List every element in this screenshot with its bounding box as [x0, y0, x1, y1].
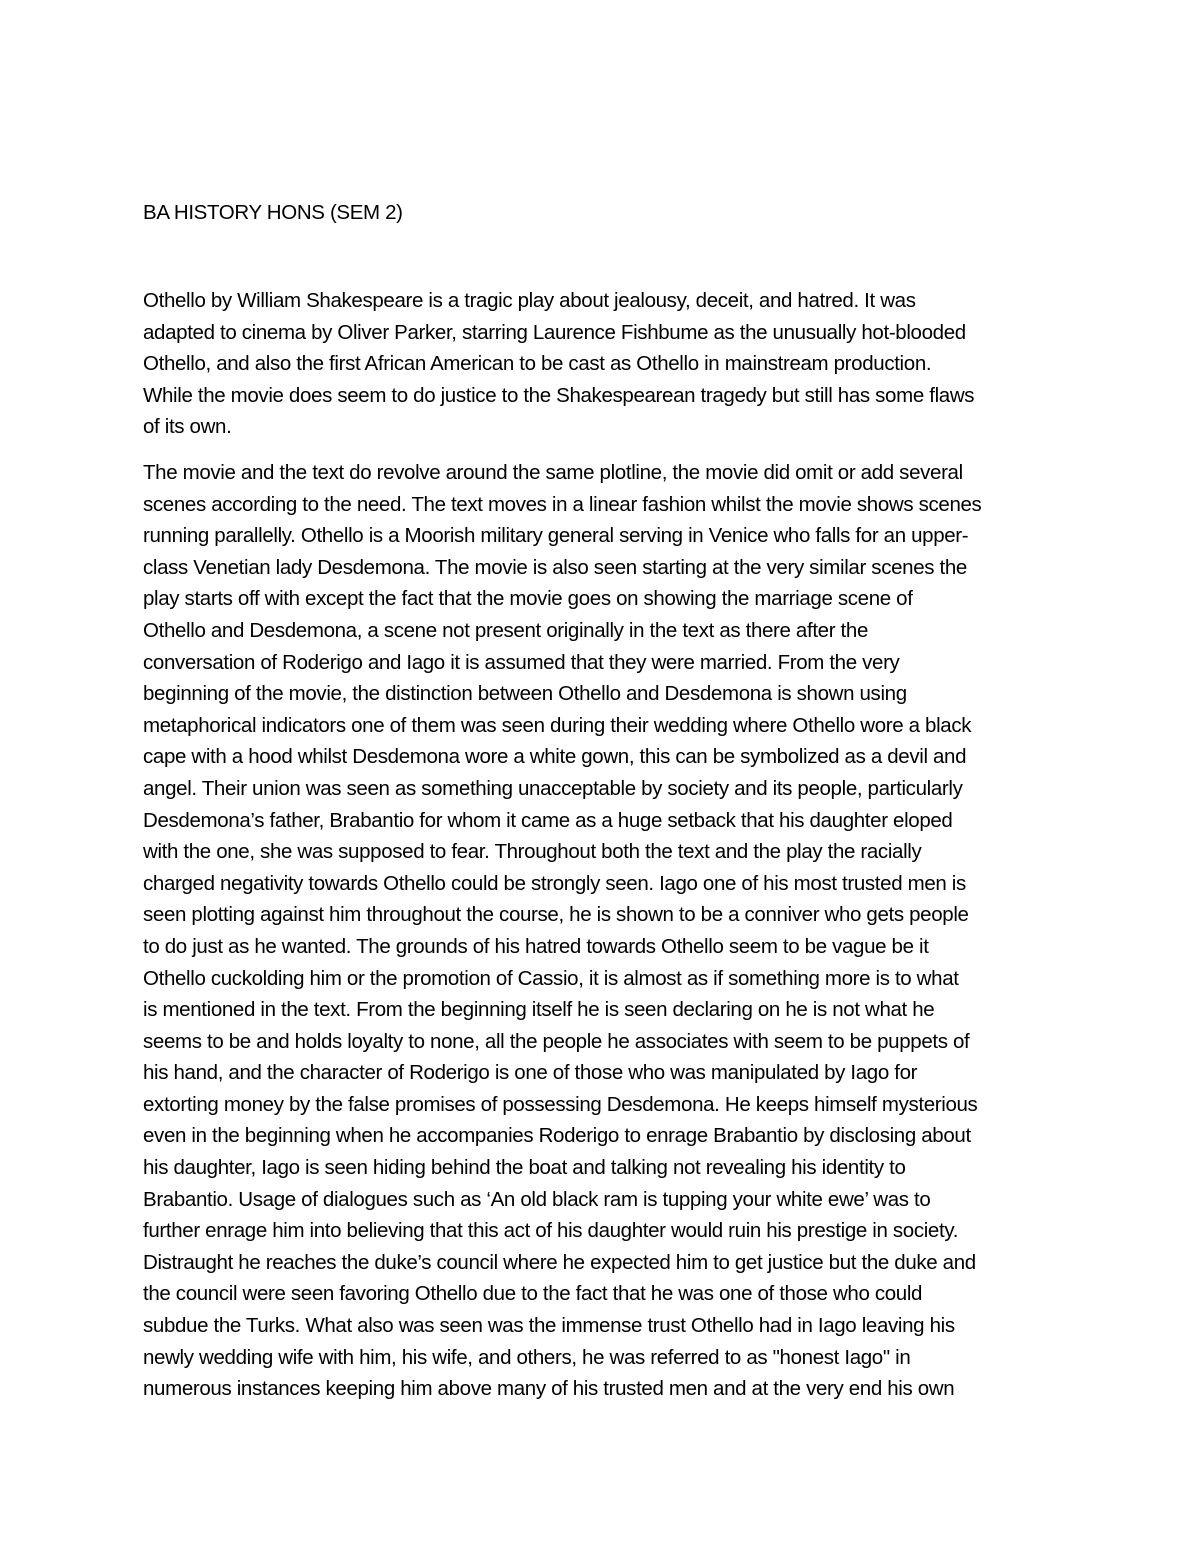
paragraph-line: play starts off with except the fact that the movie goes on showing the marriage scene of: [143, 587, 913, 611]
paragraph-line: extorting money by the false promises of possessing Desdemona. He keeps himself mysterious: [143, 1092, 978, 1116]
paragraph-line: to do just as he wanted. The grounds of his hatred towards Othello seem to be vague be it: [143, 934, 929, 958]
paragraph-1: [143, 285, 1063, 443]
paragraph-line: seen plotting against him throughout the course, he is shown to be a conniver who gets people: [143, 903, 969, 927]
paragraph-line: newly wedding wife with him, his wife, and others, he was referred to as "honest Iago" in: [143, 1345, 911, 1369]
paragraph-line: running parallelly. Othello is a Moorish military general serving in Venice who falls for an upper-: [143, 524, 969, 548]
paragraph-line: Othello cuckolding him or the promotion of Cassio, it is almost as if something more is to what: [143, 966, 959, 990]
paragraph-line: While the movie does seem to do justice to the Shakespearean tragedy but still has some flaws: [143, 383, 975, 407]
paragraph-2: [143, 457, 1063, 1405]
paragraph-line: cape with a hood whilst Desdemona wore a white gown, this can be symbolized as a devil and: [143, 745, 967, 769]
paragraph-line: is mentioned in the text. From the beginning itself he is seen declaring on he is not what he: [143, 998, 935, 1022]
paragraph-line: The movie and the text do revolve around the same plotline, the movie did omit or add several: [143, 461, 963, 484]
paragraph-line: Desdemona’s father, Brabantio for whom it came as a huge setback that his daughter eloped: [143, 808, 953, 832]
paragraph-line: his daughter, Iago is seen hiding behind the boat and talking not revealing his identity to: [143, 1156, 906, 1180]
paragraph-line: Brabantio. Usage of dialogues such as ‘An old black ram is tupping your white ewe’ was to: [143, 1187, 931, 1211]
paragraph-line: even in the beginning when he accompanies Roderigo to enrage Brabantio by disclosing about: [143, 1124, 971, 1148]
paragraph-line: numerous instances keeping him above many of his trusted men and at the very end his own: [143, 1377, 955, 1401]
paragraph-line: further enrage him into believing that this act of his daughter would ruin his prestige in society.: [143, 1219, 959, 1243]
paragraph-line: his hand, and the character of Roderigo is one of those who was manipulated by Iago for: [143, 1061, 918, 1085]
paragraph-line: Othello, and also the first African American to be cast as Othello in mainstream production.: [143, 352, 932, 376]
paragraph-line: beginning of the movie, the distinction between Othello and Desdemona is shown using: [143, 682, 907, 706]
paragraph-line: Othello and Desdemona, a scene not present originally in the text as there after the: [143, 618, 868, 642]
paragraph-line: adapted to cinema by Oliver Parker, starring Laurence Fishbume as the unusually hot-blooded: [143, 320, 966, 344]
paragraph-line: conversation of Roderigo and Iago it is assumed that they were married. From the very: [143, 650, 900, 674]
paragraph-line: class Venetian lady Desdemona. The movie is also seen starting at the very similar scenes the: [143, 555, 967, 579]
paragraph-line: angel. Their union was seen as something unacceptable by society and its people, particularly: [143, 776, 963, 800]
paragraph-line: of its own.: [143, 415, 232, 439]
paragraph-line: charged negativity towards Othello could be strongly seen. Iago one of his most trusted men is: [143, 871, 966, 895]
paragraph-line: Distraught he reaches the duke’s council where he expected him to get justice but the duke and: [143, 1250, 976, 1274]
paragraph-line: Othello by William Shakespeare is a tragic play about jealousy, deceit, and hatred. It was: [143, 289, 916, 312]
paragraph-line: with the one, she was supposed to fear. Throughout both the text and the play the racially: [143, 840, 922, 864]
paragraph-line: metaphorical indicators one of them was seen during their wedding where Othello wore a black: [143, 713, 972, 737]
paragraph-line: the council were seen favoring Othello due to the fact that he was one of those who could: [143, 1282, 923, 1306]
paragraph-line: subdue the Turks. What also was seen was the immense trust Othello had in Iago leaving his: [143, 1314, 955, 1338]
paragraph-line: scenes according to the need. The text moves in a linear fashion whilst the movie shows scenes: [143, 492, 982, 516]
document-heading: BA HISTORY HONS (SEM 2): [143, 201, 403, 224]
paragraph-line: seems to be and holds loyalty to none, all the people he associates with seem to be puppets of: [143, 1029, 970, 1053]
